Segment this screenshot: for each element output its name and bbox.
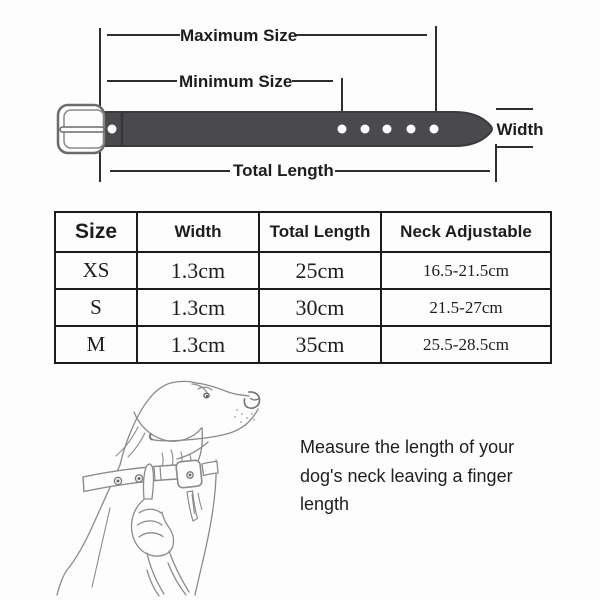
buckle-prong	[60, 127, 104, 132]
table-header-row	[55, 212, 551, 252]
muzzle-speckles	[234, 409, 255, 426]
measuring-instructions	[300, 433, 590, 519]
table-row	[55, 289, 551, 326]
cell-neck: 21.5-27cm	[381, 289, 551, 326]
total-length-label: Total Length	[233, 161, 334, 180]
dimension-lines	[100, 26, 533, 182]
table-row	[55, 252, 551, 289]
header-total-length: Total Length	[259, 212, 381, 252]
minimum-size-label: Minimum Size	[179, 72, 293, 91]
table-row	[55, 326, 551, 363]
cell-total-length: 25cm	[259, 252, 381, 289]
cell-size: M	[55, 326, 137, 363]
header-width: Width	[137, 212, 259, 252]
cell-width: 1.3cm	[137, 252, 259, 289]
cell-total-length: 30cm	[259, 289, 381, 326]
dog-eye	[206, 395, 208, 397]
cell-size: S	[55, 289, 137, 326]
cell-size: XS	[55, 252, 137, 289]
strap-hole	[338, 125, 347, 134]
maximum-size-label: Maximum Size	[180, 26, 298, 45]
instruction-line: length	[300, 494, 350, 514]
cell-total-length: 35cm	[259, 326, 381, 363]
cell-neck: 25.5-28.5cm	[381, 326, 551, 363]
instruction-line: dog's neck leaving a finger	[300, 465, 513, 486]
cell-width: 1.3cm	[137, 326, 259, 363]
instruction-line: Measure the length of your	[300, 437, 515, 457]
finger-under-collar	[144, 464, 154, 499]
width-label: Width	[496, 120, 544, 139]
size-chart-table	[54, 211, 552, 364]
header-size: Size	[55, 212, 137, 252]
strap-hole	[430, 125, 439, 134]
collar-buckle	[58, 105, 104, 153]
strap-hole	[383, 125, 392, 134]
cell-width: 1.3cm	[137, 289, 259, 326]
strap-hole	[361, 125, 370, 134]
strap-hole	[108, 125, 117, 134]
header-neck-adjustable: Neck Adjustable	[381, 212, 551, 252]
strap-hole	[407, 125, 416, 134]
measuring-hand	[132, 500, 190, 594]
cell-neck: 16.5-21.5cm	[381, 252, 551, 289]
dog-collar-illustration	[50, 365, 290, 600]
